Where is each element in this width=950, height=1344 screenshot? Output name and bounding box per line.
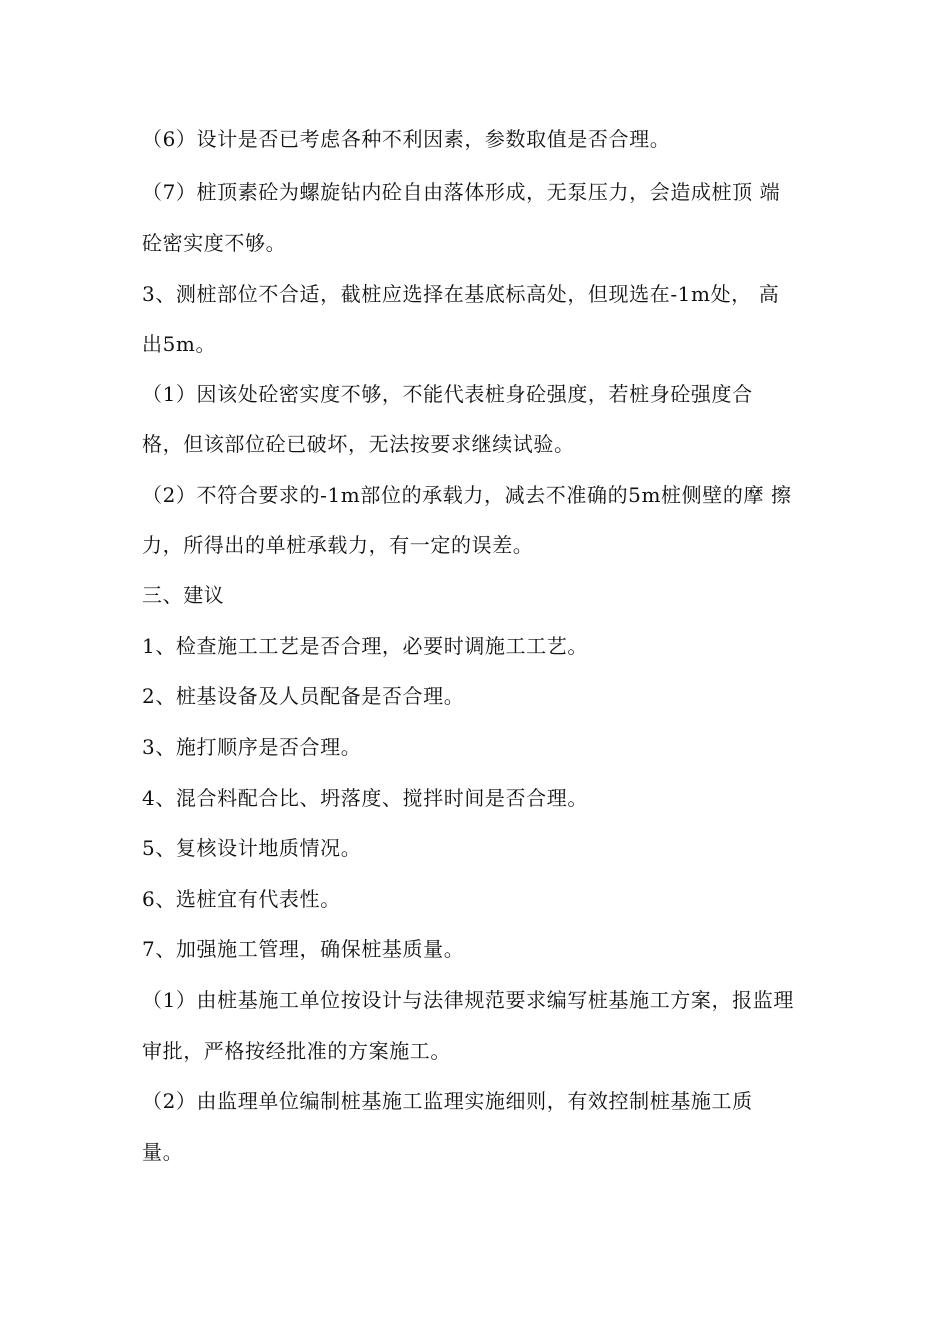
paragraph-line: （2）由监理单位编制桩基施工监理实施细则，有效控制桩基施工质 [142,1089,753,1113]
list-item: 1、检查施工工艺是否合理，必要时调施工工艺。 [142,634,588,658]
section-heading: 三、建议 [142,583,225,607]
paragraph-line: 砼密实度不够。 [142,231,287,255]
list-item: 4、混合料配合比、坍落度、搅拌时间是否合理。 [142,786,588,810]
list-item: 2、桩基设备及人员配备是否合理。 [142,684,465,708]
paragraph-line: 3、测桩部位不合适，截桩应选择在基底标高处，但现选在-1m处， 高 [142,282,780,306]
paragraph-line: 力，所得出的单桩承载力，有一定的误差。 [142,533,534,557]
paragraph-line: （2）不符合要求的-1m部位的承载力，减去不准确的5m桩侧壁的摩 擦 [142,483,792,507]
list-item: 6、选桩宜有代表性。 [142,887,341,911]
paragraph-line: （6）设计是否已考虑各种不利因素，参数取值是否合理。 [142,127,671,151]
paragraph-line: （1）因该处砼密实度不够，不能代表桩身砼强度，若桩身砼强度合 [142,382,753,406]
list-item: 7、加强施工管理，确保桩基质量。 [142,937,465,961]
paragraph-line: （1）由桩基施工单位按设计与法律规范要求编写桩基施工方案，报监理 [142,988,794,1012]
paragraph-line: （7）桩顶素砼为螺旋钻内砼自由落体形成，无泵压力，会造成桩顶 端 [142,180,781,204]
paragraph-line: 量。 [142,1140,184,1164]
paragraph-line: 审批，严格按经批准的方案施工。 [142,1039,451,1063]
list-item: 5、复核设计地质情况。 [142,836,362,860]
paragraph-line: 格，但该部位砼已破坏，无法按要求继续试验。 [142,432,575,456]
list-item: 3、施打顺序是否合理。 [142,735,362,759]
paragraph-line: 出5m。 [142,332,217,356]
